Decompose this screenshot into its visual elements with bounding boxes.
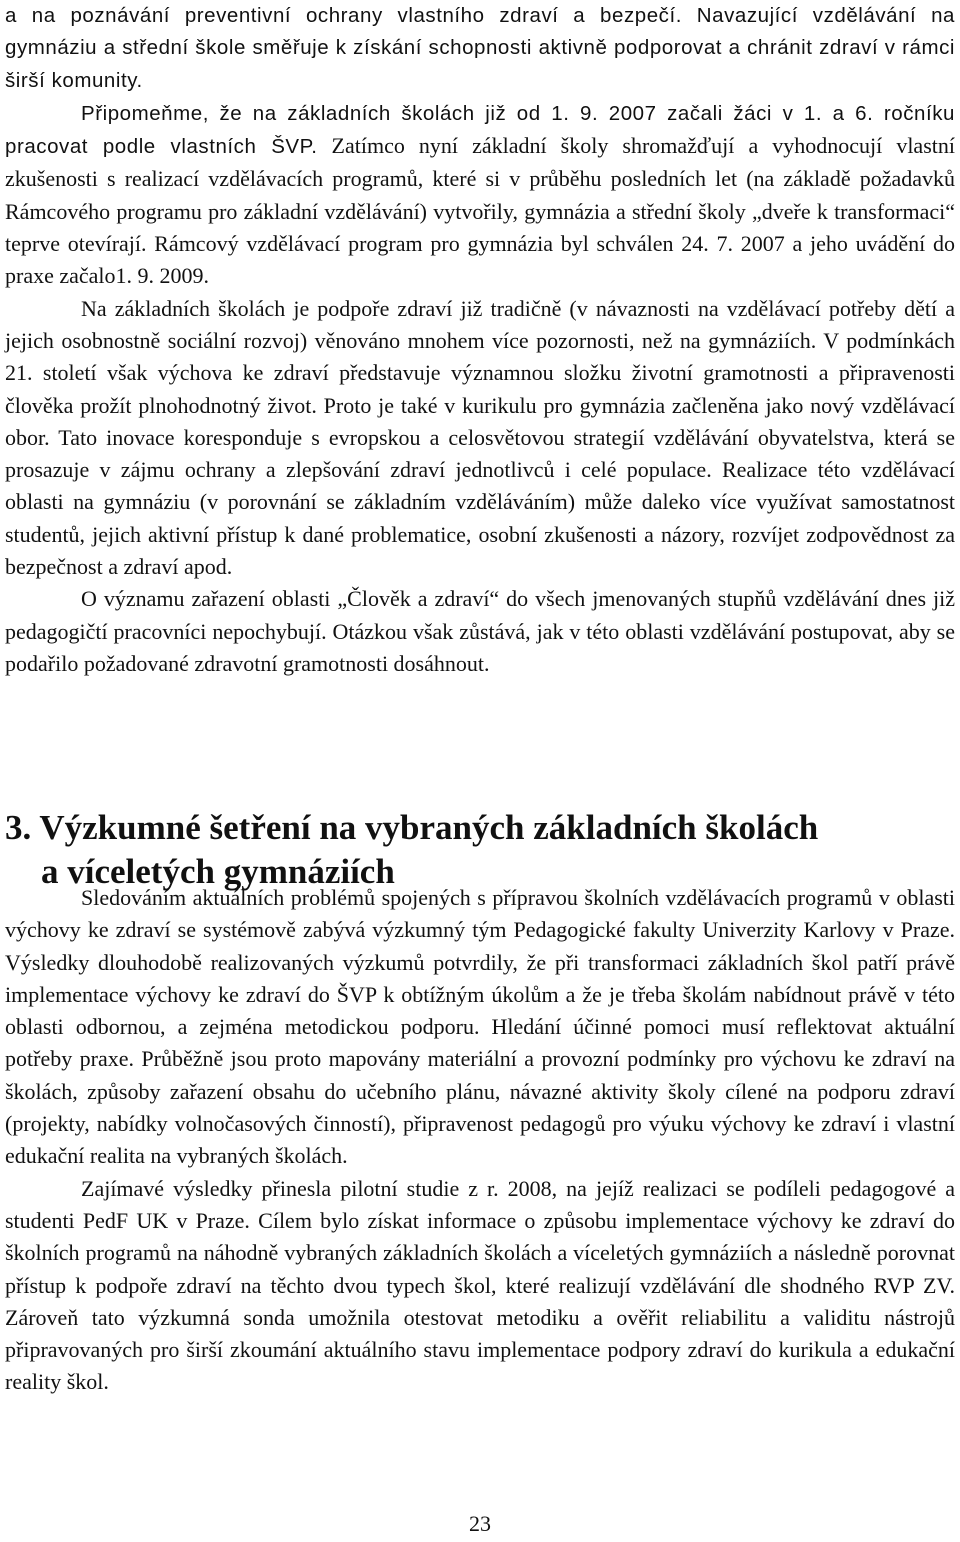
paragraph-5: Sledováním aktuálních problémů spojených s přípravou školních vzdělávacích programů v oblasti výchovy ke zdraví se systémově zabývá výzkumný tým Pedagogické fakulty Univerzity Karlovy v Praze. Výsledky dlouhodobě realizovaných výzkumů potvrdily, že při transformaci základních škol patří právě implementace výchovy ke zdraví do ŠVP k obtížným úkolům a že je třeba školám nabídnout právě v této oblasti odbornou, a zejména metodickou podporu. Hledání účinné pomoci musí reflektovat aktuální potřeby praxe. Průběžně jsou proto mapovány materiální a provozní podmínky pro výchovu ke zdraví na školách, způsoby zařazení obsahu do učebního plánu, návazné aktivity školy cílené na podporu zdraví (projekty, nabídky volnočasových činností), připravenost pedagogů pro výuku výchovy ke zdraví i vlastní edukační realita na vybraných školách. [5, 885, 955, 1169]
paragraph-2-sans-part: Připomeňme, že na základních školách již od 1. 9. 2007 začali žáci v 1. a 6. ročníku pracovat podle vlastních ŠVP. [5, 101, 955, 159]
paragraph-3: Na základních školách je podpoře zdraví již tradičně (v návaznosti na vzdělávací potřeby dětí a jejich osobnostně sociální rozvoj) věnováno mnohem více pozornosti, než na gymnáziích. V podmínkách 21. století však výchova ke zdraví představuje významnou složku životní gramotnosti a připravenosti člověka prožít plnohodnotný život. Proto je také v kurikulu pro gymnázia začleněna jako nový vzdělávací obor. Tato inovace koresponduje s evropskou a celosvětovou strategií vzdělávání obyvatelstva, která se prosazuje v zájmu ochrany a zlepšování zdraví jednotlivců i celé populace. Realizace této vzdělávací oblasti na gymnáziu (v porovnání se základním vzděláváním) může daleko více využívat samostatnost studentů, jejich aktivní přístup k dané problematice, osobní zkušenosti a názory, rozvíjet zodpovědnost za bezpečnost a zdraví apod. [5, 295, 955, 580]
paragraph-4: O významu zařazení oblasti „Člověk a zdraví“ do všech jmenovaných stupňů vzdělávání dnes již pedagogičtí pracovníci nepochybují. Otázkou však zůstává, jak v této oblasti vzdělávání postupovat, aby se podařilo požadované zdravotní gramotnosti dosáhnout. [5, 586, 955, 676]
paragraph-2 [5, 97, 955, 293]
text-block-intro [5, 0, 955, 680]
paragraph-6: Zajímavé výsledky přinesla pilotní studie z r. 2008, na jejíž realizaci se podíleli pedagogové a studenti PedF UK v Praze. Cílem bylo získat informace o způsobu implementace výchovy ke zdraví do školních programů na náhodně vybraných základních školách a víceletých gymnáziích a následně porovnat přístup k podpoře zdraví na těchto dvou typech škol, které realizují vzdělávání dle shodného RVP ZV. Zároveň tato výzkumná sonda umožnila otestovat metodiku a ověřit reliabilitu a validitu nástrojů připravovaných pro širší zkoumání aktuálního stavu implementace podpory zdraví do kurikula a edukační reality škol. [5, 1175, 955, 1395]
paragraph-2-serif-part: Zatímco nyní základní školy shromažďují a vyhodnocují vlastní zkušenosti s realizací vzdělávacích programů, které si v průběhu posledních let (na základě požadavků Rámcového programu pro základní vzdělávání) vytvořily, gymnázia a střední školy „dveře k transformaci“ teprve otevírají. Rámcový vzdělávací program pro gymnázia byl schválen 24. 7. 2007 a jeho uvádění do praxe začalo1. 9. 2009. [5, 133, 955, 289]
section-heading-line-2: a víceletých gymnáziích [41, 852, 395, 892]
section-heading [5, 806, 955, 894]
section-heading-line-1: 3. Výzkumné šetření na vybraných základních školách [5, 808, 819, 848]
text-block-section [5, 882, 955, 1399]
paragraph-1: a na poznávání preventivní ochrany vlastního zdraví a bezpečí. Navazující vzdělávání na gymnáziu a střední škole směřuje k získání schopnosti aktivně podporovat a chránit zdraví v rámci širší komunity. [5, 4, 955, 92]
page-number: 23 [469, 1511, 491, 1536]
